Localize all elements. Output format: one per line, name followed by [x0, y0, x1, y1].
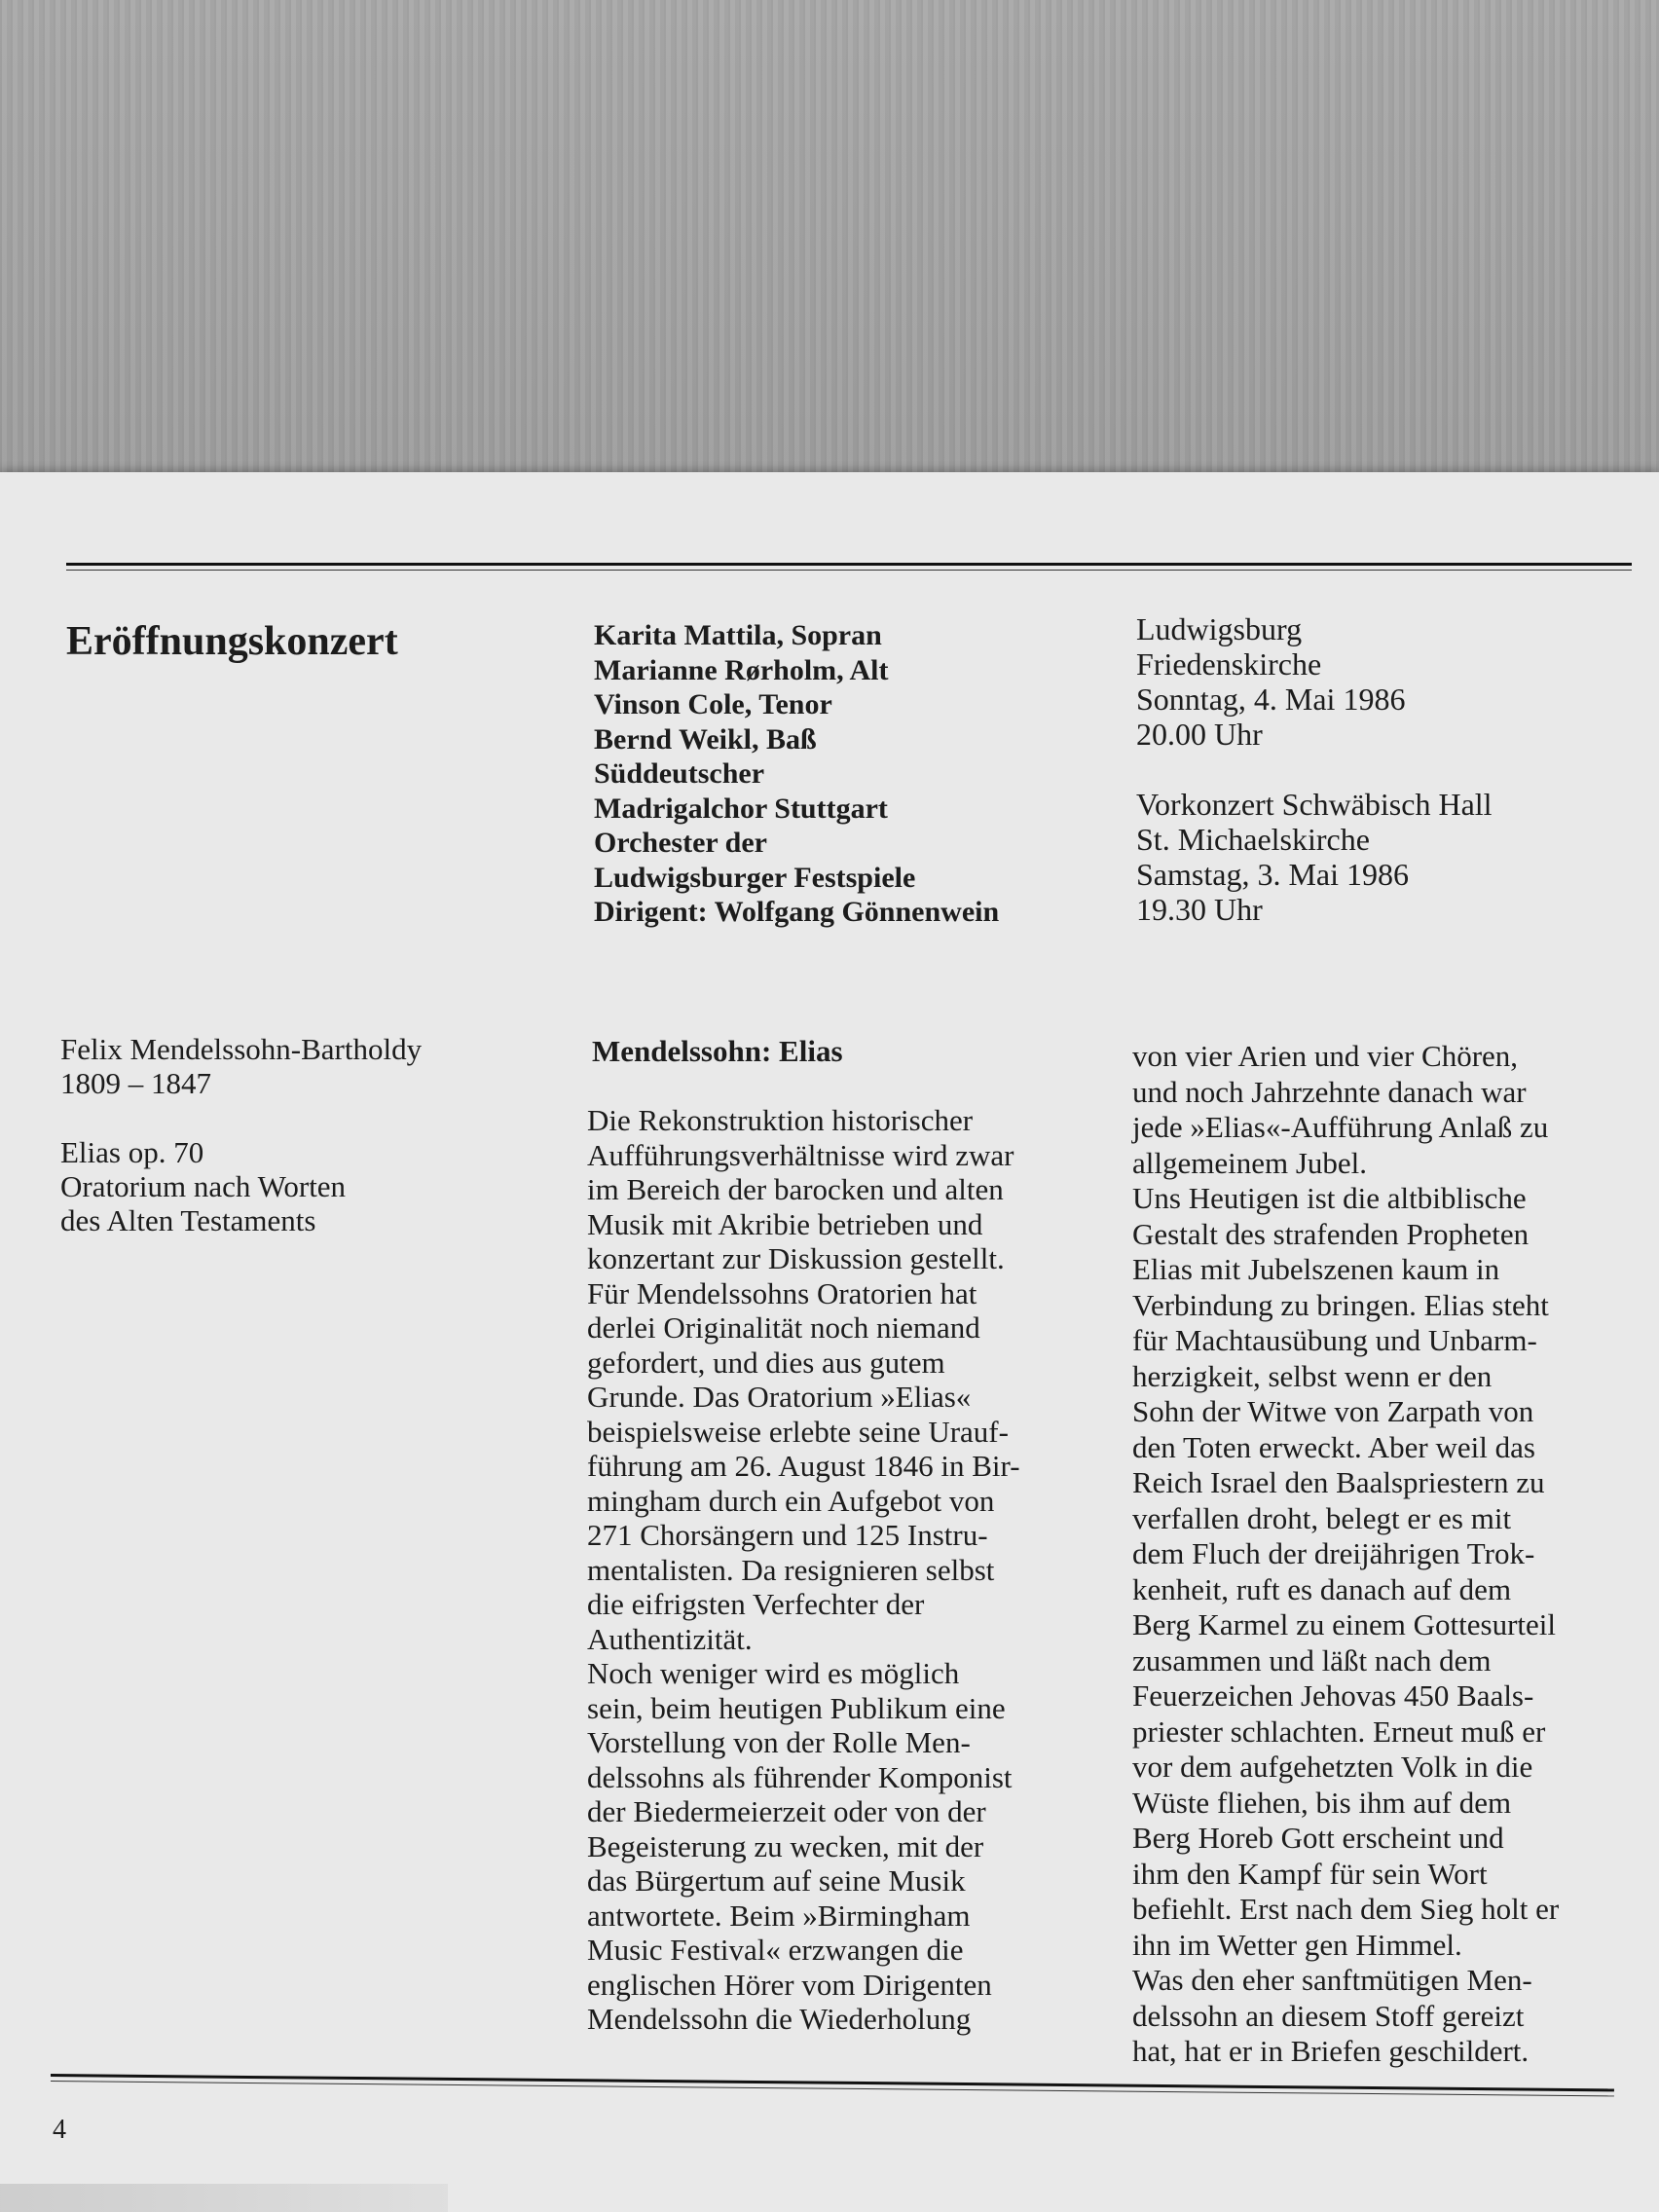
article-line: Begeisterung zu wecken, mit der: [587, 1828, 984, 1863]
article-line: Reich Israel den Baalspriestern zu: [1132, 1465, 1545, 1499]
article-line: hat, hat er in Briefen geschildert.: [1132, 2034, 1530, 2068]
article-line: von vier Arien und vier Chören,: [1132, 1039, 1519, 1073]
article-line: dem Fluch der dreijährigen Trok-: [1132, 1536, 1535, 1570]
venue-main-line: Ludwigsburg: [1136, 611, 1303, 646]
article-line: Authentizität.: [587, 1621, 753, 1656]
article-line: Grunde. Das Oratorium »Elias«: [587, 1380, 972, 1414]
venue-info: [1136, 611, 1493, 927]
article-line: mentalisten. Da resignieren selbst: [587, 1552, 995, 1587]
venue-main-line: Friedenskirche: [1136, 646, 1322, 682]
work-line: des Alten Testaments: [60, 1203, 316, 1237]
venue-pre-line: Samstag, 3. Mai 1986: [1136, 857, 1409, 892]
article-line: jede »Elias«-Aufführung Anlaß zu: [1132, 1110, 1549, 1144]
article-line: den Toten erweckt. Aber weil das: [1132, 1429, 1535, 1464]
performer-line: Madrigalchor Stuttgart: [594, 792, 888, 825]
performer-line: Karita Mattila, Sopran: [594, 619, 882, 651]
article-line: allgemeinem Jubel.: [1132, 1145, 1368, 1180]
article-line: Berg Horeb Gott erscheint und: [1132, 1821, 1504, 1855]
article-line: Berg Karmel zu einem Gottesurteil: [1132, 1607, 1557, 1641]
article-line: Sohn der Witwe von Zarpath von: [1132, 1394, 1534, 1428]
page-number: 4: [53, 2115, 66, 2145]
article-line: beispielsweise erlebte seine Urauf-: [587, 1414, 1009, 1449]
article-line: und noch Jahrzehnte danach war: [1132, 1074, 1527, 1109]
performer-line: Orchester der: [594, 827, 767, 859]
venue-main-line: 20.00 Uhr: [1136, 717, 1263, 752]
performer-list: [594, 618, 999, 930]
article-line: Wüste fliehen, bis ihm auf dem: [1132, 1785, 1512, 1820]
article-line: kenheit, ruft es danach auf dem: [1132, 1571, 1512, 1606]
article-line: im Bereich der barocken und alten: [587, 1172, 1004, 1206]
article-line: Vorstellung von der Rolle Men-: [587, 1725, 971, 1759]
performer-line: Vinson Cole, Tenor: [594, 688, 832, 720]
article-line: für Machtausübung und Unbarm-: [1132, 1323, 1537, 1357]
article-column-1: [587, 1103, 1084, 2037]
performer-line: Dirigent: Wolfgang Gönnenwein: [594, 896, 1000, 928]
article-line: Für Mendelssohns Oratorien hat: [587, 1275, 977, 1310]
bottom-edge-stamp: [0, 2184, 448, 2212]
composer-years: 1809 – 1847: [60, 1066, 211, 1100]
article-line: priester schlachten. Erneut muß er: [1132, 1714, 1546, 1749]
program-page: [0, 472, 1659, 2212]
article-heading: Mendelssohn: Elias: [592, 1034, 843, 1068]
article-line: Gestalt des strafenden Propheten: [1132, 1216, 1530, 1251]
article-line: englischen Hörer vom Dirigenten: [587, 1967, 992, 2002]
article-line: vor dem aufgehetzten Volk in die: [1132, 1750, 1533, 1784]
composer-name: Felix Mendelssohn-Bartholdy: [60, 1032, 423, 1066]
composer-info: [60, 1032, 422, 1237]
article-line: mingham durch ein Aufgebot von: [587, 1483, 995, 1518]
article-line: Noch weniger wird es möglich: [587, 1656, 960, 1690]
article-line: Uns Heutigen ist die altbiblische: [1132, 1181, 1527, 1215]
venue-pre-line: 19.30 Uhr: [1136, 892, 1263, 927]
article-line: ihn im Wetter gen Himmel.: [1132, 1927, 1462, 1962]
performer-line: Bernd Weikl, Baß: [594, 722, 817, 756]
article-line: sein, beim heutigen Publikum eine: [587, 1690, 1006, 1725]
article-line: das Bürgertum auf seine Musik: [587, 1863, 966, 1898]
article-line: Feuerzeichen Jehovas 450 Baals-: [1132, 1678, 1534, 1713]
article-line: konzertant zur Diskussion gestellt.: [587, 1241, 1005, 1275]
article-line: befiehlt. Erst nach dem Sieg holt er: [1132, 1892, 1560, 1926]
article-line: herzigkeit, selbst wenn er den: [1132, 1358, 1493, 1393]
article-line: die eifrigsten Verfechter der: [587, 1587, 925, 1621]
article-line: antwortete. Beim »Birmingham: [587, 1898, 971, 1933]
article-column-2: [1132, 1039, 1639, 2070]
article-line: Die Rekonstruktion historischer: [587, 1103, 974, 1137]
article-line: führung am 26. August 1846 in Bir-: [587, 1449, 1020, 1483]
article-line: Verbindung zu bringen. Elias steht: [1132, 1287, 1549, 1322]
venue-pre-line: St. Michaelskirche: [1136, 822, 1370, 857]
work-line: Oratorium nach Worten: [60, 1169, 347, 1203]
top-rule: [66, 563, 1632, 566]
page-title: Eröffnungskonzert: [66, 619, 398, 664]
venue-pre-line: Vorkonzert Schwäbisch Hall: [1136, 787, 1493, 822]
article-line: ihm den Kampf für sein Wort: [1132, 1856, 1488, 1891]
article-line: delssohn an diesem Stoff gereizt: [1132, 1998, 1525, 2033]
work-line: Elias op. 70: [60, 1135, 204, 1169]
performer-line: Süddeutscher: [594, 757, 765, 790]
venue-main-line: Sonntag, 4. Mai 1986: [1136, 682, 1406, 717]
article-line: derlei Originalität noch niemand: [587, 1310, 980, 1345]
article-line: Musik mit Akribie betrieben und: [587, 1206, 983, 1241]
article-line: Aufführungsverhältnisse wird zwar: [587, 1137, 1014, 1172]
wood-background: [0, 0, 1659, 487]
article-line: delssohns als führender Komponist: [587, 1759, 1013, 1794]
article-line: zusammen und läßt nach dem: [1132, 1642, 1492, 1677]
article-line: gefordert, und dies aus gutem: [587, 1345, 945, 1380]
article-line: Music Festival« erzwangen die: [587, 1933, 964, 1967]
article-line: der Biedermeierzeit oder von der: [587, 1794, 986, 1828]
performer-line: Ludwigsburger Festspiele: [594, 861, 916, 894]
article-line: Mendelssohn die Wiederholung: [587, 2002, 972, 2036]
article-line: Elias mit Jubelszenen kaum in: [1132, 1252, 1500, 1286]
article-line: 271 Chorsängern und 125 Instru-: [587, 1518, 988, 1552]
top-rule-thin: [66, 570, 1632, 571]
article-line: verfallen droht, belegt er es mit: [1132, 1500, 1512, 1535]
article-line: Was den eher sanftmütigen Men-: [1132, 1963, 1532, 1997]
performer-line: Marianne Rørholm, Alt: [594, 653, 889, 686]
